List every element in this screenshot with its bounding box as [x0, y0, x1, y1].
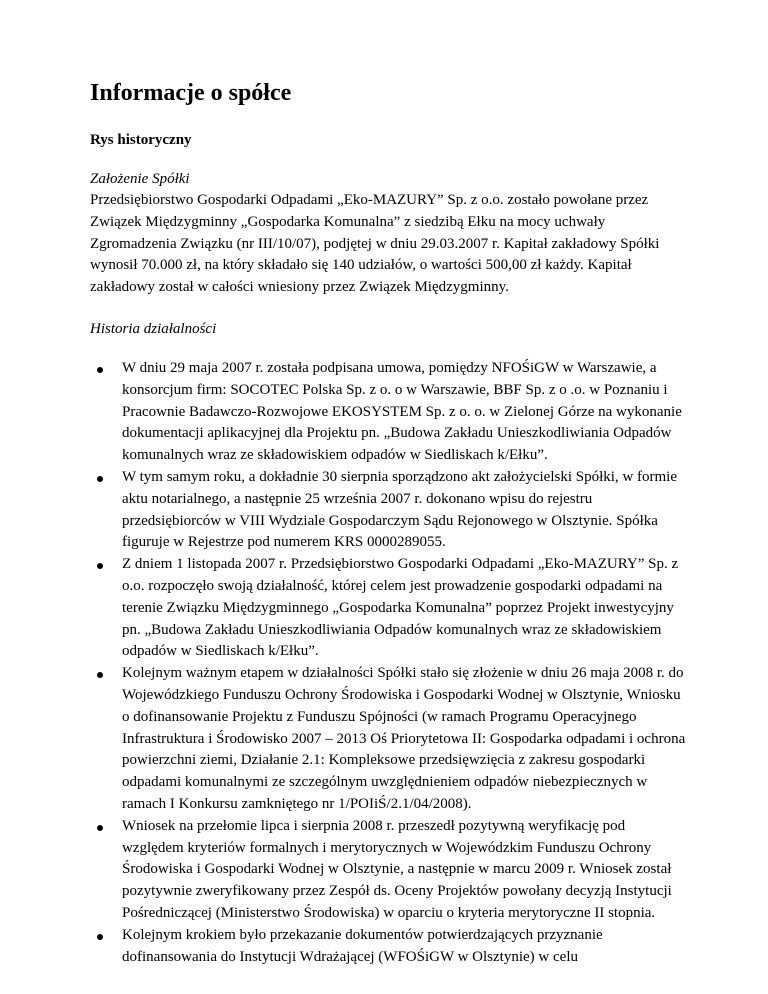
list-item [122, 925, 688, 969]
section-title: Rys historyczny [90, 132, 192, 148]
list-item [122, 816, 688, 925]
bullet-icon [97, 672, 103, 678]
list-item-text: W dniu 29 maja 2007 r. została podpisana umowa, pomiędzy NFOŚiGW w Warszawie, a konsorcjum firm: SOCOTEC Polska Sp. z o. o w Warszawie, BBF Sp. z o .o. w Poznaniu i Pracownie Badawczo-Rozwojowe EKOSYSTEM Sp. z o. o. w Zielonej Górze na wykonanie dokumentacji aplikacyjnej dla Projektu pn. „Budowa Zakładu Unieszkodliwiania Odpadów komunalnych wraz ze składowiskiem odpadów w Siedliskach k/Ełku”. [122, 359, 682, 464]
founding-section [90, 169, 688, 299]
list-item [122, 663, 688, 816]
bullet-icon [97, 476, 103, 482]
list-item [122, 467, 688, 554]
bullet-icon [97, 367, 103, 373]
list-item-text: Wniosek na przełomie lipca i sierpnia 2008 r. przeszedł pozytywną weryfikację pod względem kryteriów formalnych i merytorycznych w Wojewódzkim Funduszu Ochrony Środowiska i Gospodarki Wodnej w Olsztynie, a następnie w marcu 2009 r. Wniosek został pozytywnie zweryfikowany przez Zespół ds. Oceny Projektów powołany decyzją Instytucji Pośredniczącej (Ministerstwo Środowiska) w oparciu o kryteria merytoryczne II stopnia. [122, 817, 672, 921]
bullet-icon [97, 563, 103, 569]
history-list [90, 358, 688, 968]
history-heading-block [90, 319, 688, 340]
list-item-text: Kolejnym krokiem było przekazanie dokumentów potwierdzających przyznanie dofinansowania do Instytucji Wdrażającej (WFOŚiGW w Olsztynie) w celu [122, 926, 603, 965]
list-item [122, 554, 688, 663]
page-title: Informacje o spółce [90, 80, 292, 106]
list-item [122, 358, 688, 467]
list-item-text: W tym samym roku, a dokładnie 30 sierpnia sporządzono akt założycielski Spółki, w formie aktu notarialnego, a następnie 25 września 2007 r. dokonano wpisu do rejestru przedsiębiorców w VIII Wydziale Gospodarczym Sądu Rejonowego w Olsztynie. Spółka figuruje w Rejestrze pod numerem KRS 0000289055. [122, 468, 678, 551]
list-item-text: Z dniem 1 listopada 2007 r. Przedsiębiorstwo Gospodarki Odpadami „Eko-MAZURY” Sp. z o.o. rozpoczęło swoją działalność, której celem jest prowadzenie gospodarki odpadami na terenie Związku Międzygminnego „Gospodarka Komunalna” poprzez Projekt inwestycyjny pn. „Budowa Zakładu Unieszkodliwiania Odpadów komunalnych wraz ze składowiskiem odpadów w Siedliskach k/Ełku”. [122, 556, 679, 660]
history-heading: Historia działalności [90, 320, 217, 337]
founding-text: Przedsiębiorstwo Gospodarki Odpadami „Eko-MAZURY” Sp. z o.o. zostało powołane przez Związek Międzygminny „Gospodarka Komunalna” z siedzibą Ełku na mocy uchwały Zgromadzenia Związku (nr III/10/07), podjętej w dniu 29.03.2007 r. Kapitał zakładowy Spółki wynosił 70.000 zł, na który składało się 140 udziałów, o wartości 500,00 zł każdy. Kapitał zakładowy został w całości wniesiony przez Związek Międzygminny. [90, 192, 660, 296]
bullet-icon [97, 934, 103, 940]
bullet-icon [97, 825, 103, 831]
list-item-text: Kolejnym ważnym etapem w działalności Spółki stało się złożenie w dniu 26 maja 2008 r. do Wojewódzkiego Funduszu Ochrony Środowiska i Gospodarki Wodnej w Olsztynie, Wniosku o dofinansowanie Projektu z Funduszu Spójności (w ramach Programu Operacyjnego Infrastruktura i Środowisko 2007 – 2013 Oś Priorytetowa II: Gospodarka odpadami i ochrona powierzchni ziemi, Działanie 2.1: Kompleksowe przedsięwzięcia z zakresu gospodarki odpadami komunalnymi ze szczególnym uwzględnieniem odpadów niebezpiecznych w ramach I Konkursu zamkniętego nr 1/POIiŚ/2.1/04/2008). [122, 665, 686, 812]
founding-heading: Założenie Spółki [90, 171, 190, 187]
